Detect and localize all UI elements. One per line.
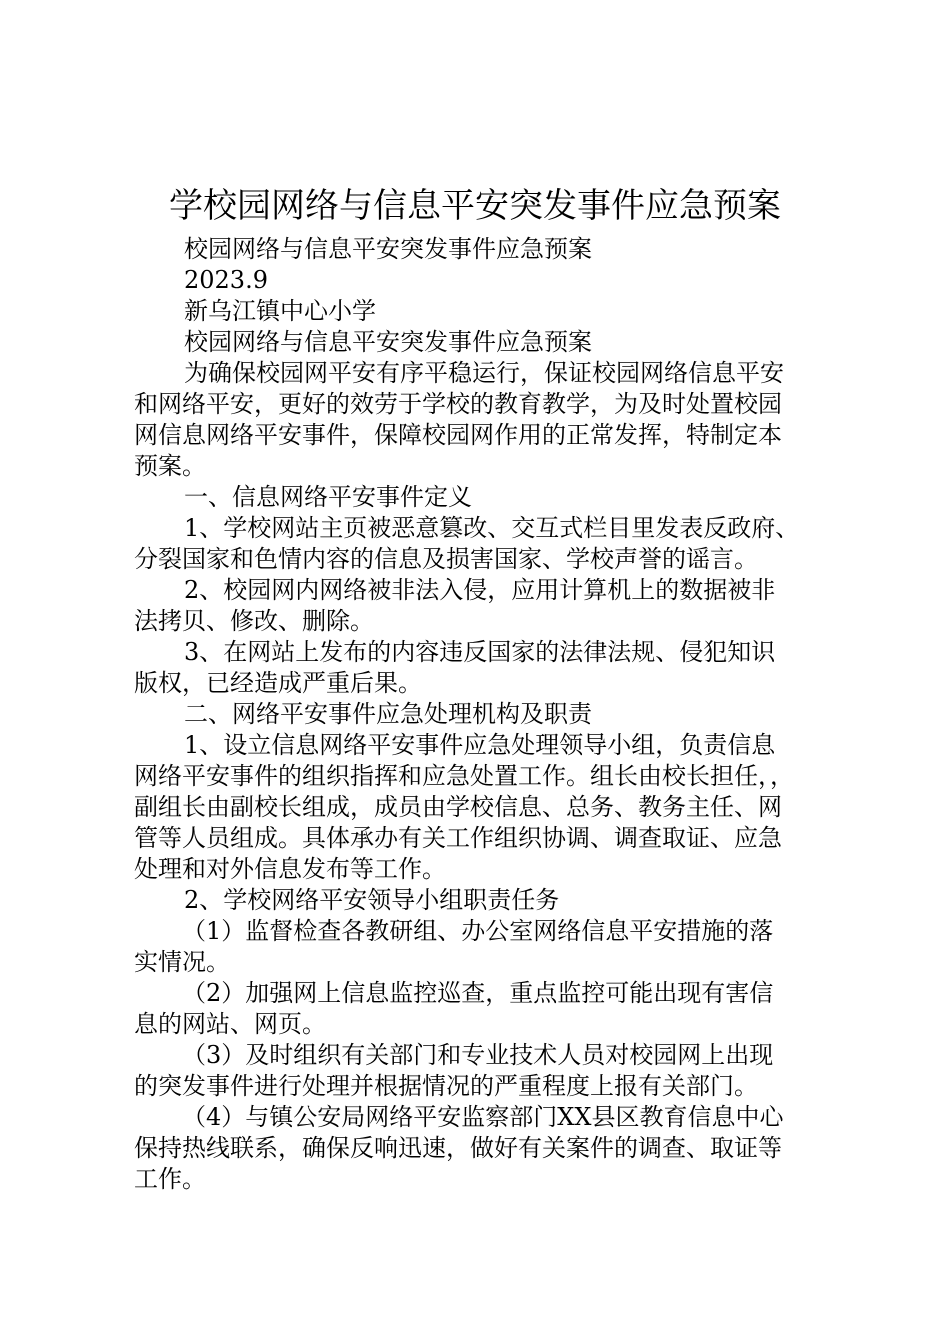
paragraph-line: 为确保校园网平安有序平稳运行，保证校园网络信息平安 [184,359,784,387]
paragraph-line: 预案。 [134,452,206,480]
paragraph-organization-1 [134,730,824,885]
paragraph-line: 分裂国家和色情内容的信息及损害国家、学校声誉的谣言。 [134,545,758,573]
paragraph-line: 处理和对外信息发布等工作。 [134,855,446,883]
paragraph-line: 网信息网络平安事件，保障校园网作用的正常发挥，特制定本 [134,421,782,449]
paragraph-duty-4 [134,1102,824,1195]
paragraph-line: 的突发事件进行处理并根据情况的严重程度上报有关部门。 [134,1072,758,1100]
section-heading-2 [134,699,824,730]
document-title: 学校园网络与信息平安突发事件应急预案 [169,186,781,226]
subtitle-line-repeat: 校园网络与信息平安突发事件应急预案 [184,328,592,356]
subtitle-line: 校园网络与信息平安突发事件应急预案 [184,235,592,263]
section-heading: 一、信息网络平安事件定义 [184,483,472,511]
paragraph-definition-2 [134,575,824,637]
paragraph-duty-3 [134,1040,824,1102]
document-body [134,234,824,1195]
paragraph-intro [134,358,824,482]
paragraph-line: 管等人员组成。具体承办有关工作组织协调、调查取证、应急 [134,824,782,852]
paragraph-line: 息的网站、网页。 [134,1010,326,1038]
paragraph-line: （2）加强网上信息监控巡查，重点监控可能出现有害信 [182,979,774,1007]
paragraph-line: 副组长由副校长组成，成员由学校信息、总务、教务主任、网 [134,793,782,821]
paragraph-line: 1、学校网站主页被恶意篡改、交互式栏目里发表反政府、 [184,514,800,542]
paragraph-line: （1）监督检查各教研组、办公室网络信息平安措施的落 [182,917,774,945]
paragraph-duty-2 [134,978,824,1040]
date-line: 2023.9 [184,266,268,294]
paragraph-line: 2、学校网络平安领导小组职责任务 [184,886,560,914]
paragraph-definition-3 [134,637,824,699]
section-heading-1 [134,482,824,513]
paragraph-line: 网络平安事件的组织指挥和应急处置工作。组长由校长担任，， [134,762,794,790]
paragraph-line: （3）及时组织有关部门和专业技术人员对校园网上出现 [182,1041,774,1069]
paragraph-line: 和网络平安，更好的效劳于学校的教育教学，为及时处置校园 [134,390,782,418]
paragraph-line: 实情况。 [134,948,230,976]
paragraph-line: （4）与镇公安局网络平安监察部门XX县区教育信息中心 [182,1103,784,1131]
paragraph-line: 3、在网站上发布的内容违反国家的法律法规、侵犯知识 [184,638,776,666]
paragraph-line: 1、设立信息网络平安事件应急处理领导小组，负责信息 [184,731,776,759]
paragraph-duty-1 [134,916,824,978]
paragraph-line: 保持热线联系，确保反响迅速，做好有关案件的调查、取证等 [134,1134,782,1162]
paragraph-line: 2、校园网内网络被非法入侵，应用计算机上的数据被非 [184,576,776,604]
paragraph-definition-1 [134,513,824,575]
paragraph-line: 工作。 [134,1165,206,1193]
section-heading: 二、网络平安事件应急处理机构及职责 [184,700,592,728]
paragraph-organization-2 [134,885,824,916]
school-line: 新乌江镇中心小学 [184,297,376,325]
paragraph-line: 版权，已经造成严重后果。 [134,669,422,697]
paragraph-line: 法拷贝、修改、删除。 [134,607,374,635]
